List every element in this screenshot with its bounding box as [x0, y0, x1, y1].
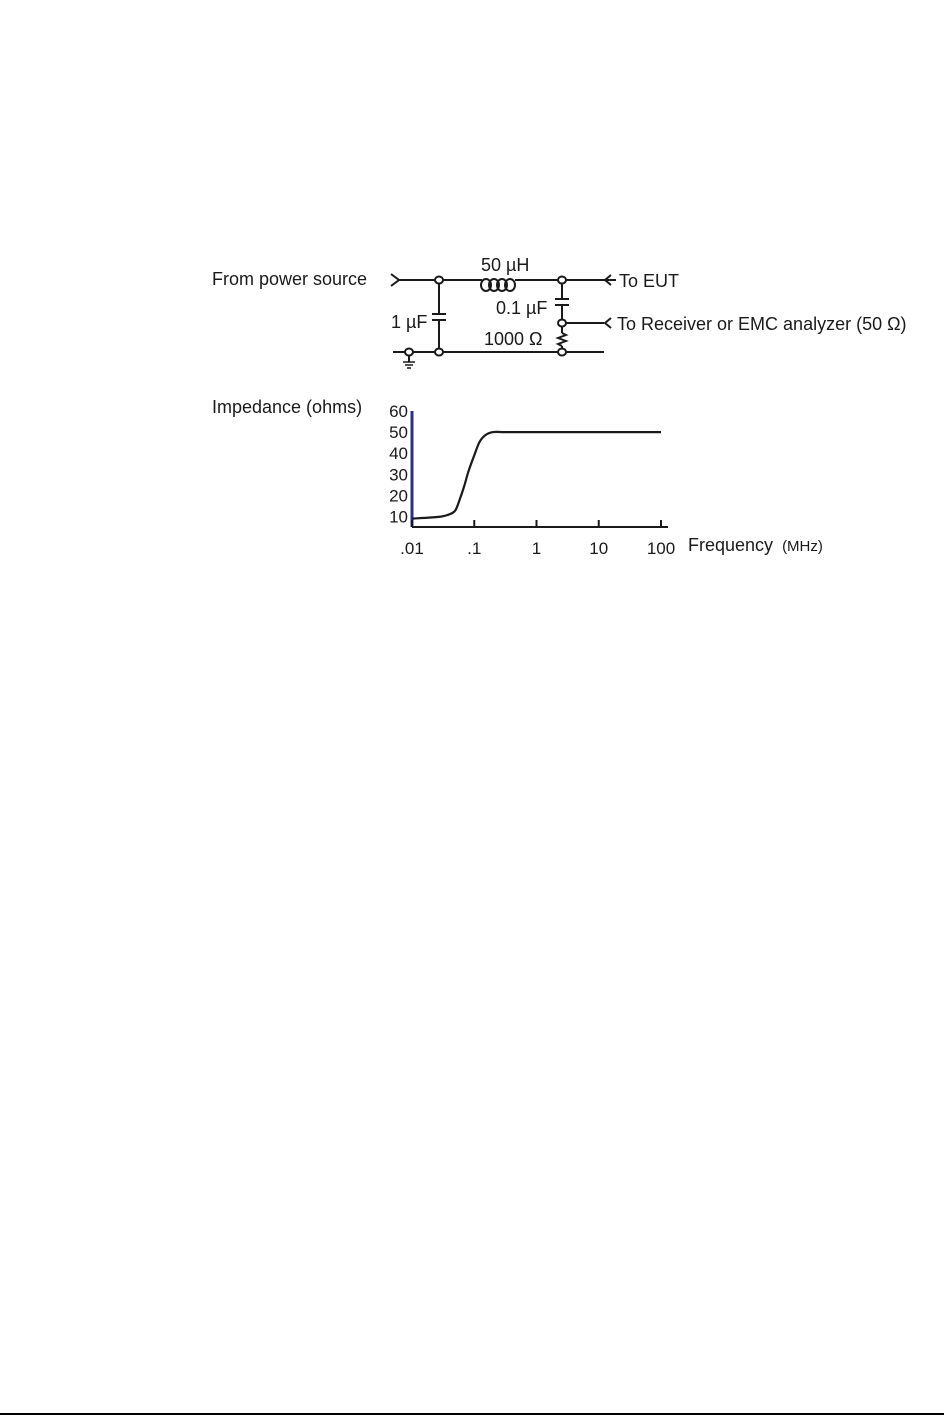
capacitor-source-label: 1 µF [391, 312, 428, 332]
y-axis-label: Impedance (ohms) [212, 397, 363, 417]
inductor-icon [481, 279, 518, 291]
y-tick-label: 50 [389, 423, 408, 443]
impedance-chart [212, 397, 823, 558]
capacitor-out-label: 0.1 µF [496, 298, 548, 318]
source-label: From power source [212, 269, 368, 289]
y-tick-label: 60 [389, 402, 408, 421]
node-icon [435, 349, 443, 356]
node-icon [558, 349, 566, 356]
x-tick-label: 10 [589, 539, 609, 558]
x-tick-label: 1 [531, 539, 542, 558]
y-tick-label: 10 [389, 507, 408, 527]
node-icon [558, 320, 566, 327]
x-axis-label [688, 535, 823, 555]
node-icon [558, 277, 566, 284]
resistor-icon [558, 333, 566, 346]
source-arrow-icon [391, 274, 399, 286]
receiver-arrow-icon [605, 318, 611, 328]
resistor-label: 1000 Ω [484, 329, 543, 349]
receiver-label: To Receiver or EMC analyzer (50 Ω) [617, 314, 907, 334]
impedance-curve [412, 432, 661, 519]
x-axis-label-unit: (MHz) [782, 538, 823, 555]
x-tick-label: .01 [400, 539, 424, 558]
page-bottom-rule [0, 1413, 944, 1415]
x-axis-label-main: Frequency [688, 535, 774, 555]
y-tick-label: 40 [389, 444, 408, 464]
x-tick-label: .1 [467, 539, 482, 558]
node-icon [435, 277, 443, 284]
lisn-figure [0, 0, 944, 600]
eut-label: To EUT [619, 271, 680, 291]
y-tick-label: 30 [389, 465, 408, 485]
x-tick-label: 100 [646, 539, 676, 558]
ground-icon [403, 349, 415, 369]
inductor-label: 50 µH [481, 255, 530, 275]
y-tick-label: 20 [389, 486, 408, 506]
